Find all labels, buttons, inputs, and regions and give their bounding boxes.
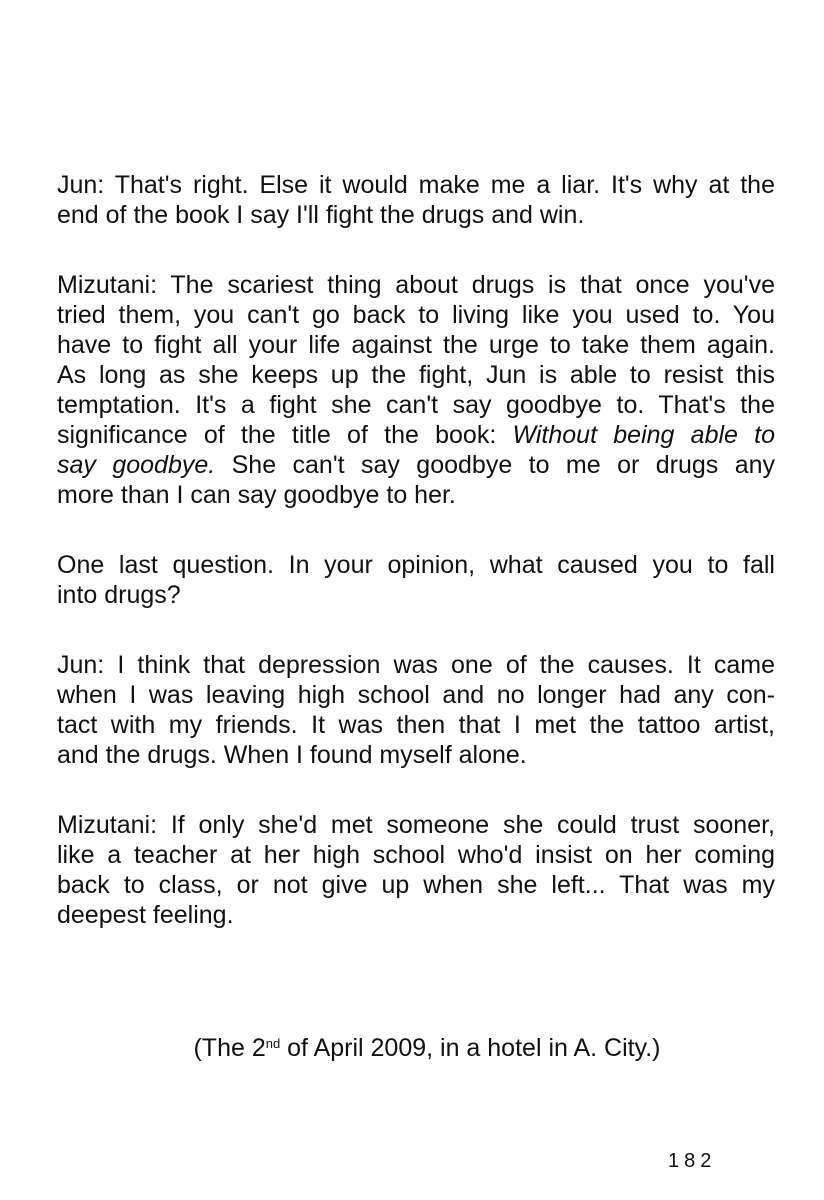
paragraph-jun-2 xyxy=(57,650,775,770)
text-line: back to class, or not give up when she left... That was my xyxy=(57,871,775,899)
text-line: tried them, you can't go back to living like you used to. You xyxy=(57,301,775,329)
closing-dateline xyxy=(0,1034,824,1063)
text-line xyxy=(57,420,775,450)
ordinal-suffix: nd xyxy=(265,1036,281,1051)
paragraph-question xyxy=(57,550,775,610)
paragraph-jun-1 xyxy=(57,170,775,230)
text-line: more than I can say goodbye to her. xyxy=(57,481,456,509)
paragraph-mizutani-1 xyxy=(57,270,775,510)
dateline-text: (The 2 xyxy=(193,1034,266,1062)
text-line: have to fight all your life against the urge to take them again. xyxy=(57,331,775,359)
book-title: Without being able to xyxy=(512,421,776,449)
text-segment: She can't say goodbye to me or drugs any xyxy=(215,451,776,479)
paragraph-mizutani-2 xyxy=(57,810,775,930)
text-line: into drugs? xyxy=(57,581,181,609)
text-line: Mizutani: The scariest thing about drugs is that once you've xyxy=(57,271,775,299)
book-title: say goodbye. xyxy=(57,451,216,479)
text-line: tact with my friends. It was then that I met the tattoo artist, xyxy=(57,711,775,739)
text-line: Mizutani: If only she'd met someone she could trust sooner, xyxy=(57,811,775,839)
text-line: and the drugs. When I found myself alone. xyxy=(57,741,527,769)
text-line: like a teacher at her high school who'd insist on her coming xyxy=(57,841,775,869)
text-line: One last question. In your opinion, what caused you to fall xyxy=(57,551,775,579)
text-line xyxy=(57,450,775,480)
page-number: 182 xyxy=(668,1150,717,1172)
text-segment: significance of the title of the book: xyxy=(57,421,513,449)
text-line: As long as she keeps up the fight, Jun is able to resist this xyxy=(57,361,775,389)
text-line: Jun: That's right. Else it would make me a liar. It's why at the xyxy=(57,171,775,199)
interview-text xyxy=(57,170,775,970)
text-line: when I was leaving high school and no longer had any con- xyxy=(57,681,775,709)
text-line: temptation. It's a fight she can't say goodbye to. That's the xyxy=(57,391,775,419)
dateline-text: of April 2009, in a hotel in A. City.) xyxy=(280,1034,661,1062)
text-line: Jun: I think that depression was one of the causes. It came xyxy=(57,651,775,679)
text-line: end of the book I say I'll fight the drugs and win. xyxy=(57,201,585,229)
text-line: deepest feeling. xyxy=(57,901,234,929)
